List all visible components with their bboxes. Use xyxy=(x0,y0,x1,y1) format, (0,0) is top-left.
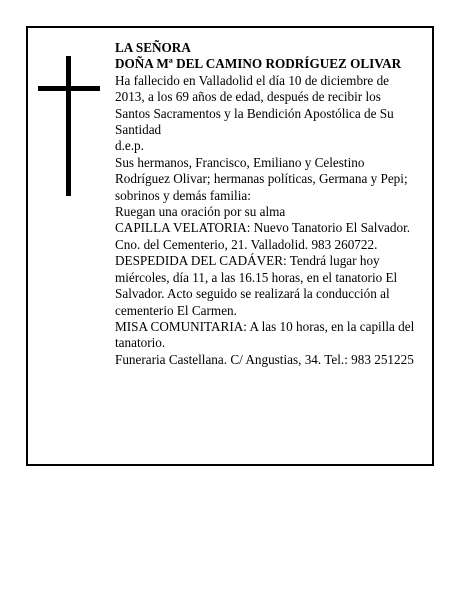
cross-horizontal-bar xyxy=(38,86,100,91)
community-mass-info: MISA COMUNITARIA: A las 10 horas, en la capilla del tanatorio. xyxy=(115,318,415,351)
wake-chapel-info: CAPILLA VELATORIA: Nuevo Tanatorio El Salvador. Cno. del Cementerio, 21. Valladolid. 983 260722. xyxy=(115,220,411,252)
family-members: Sus hermanos, Francisco, Emiliano y Celestino Rodríguez Olivar; hermanas políticas, Germana y Pepi; sobrinos y demás familia: xyxy=(115,154,408,203)
dep-abbreviation: d.e.p. xyxy=(115,138,144,154)
death-announcement: Ha fallecido en Valladolid el día 10 de diciembre de 2013, a los 69 años de edad, después de recibir los Santos Sacramentos y la Bendición Apostólica de Su Santidad xyxy=(115,72,394,138)
cross-vertical-bar xyxy=(66,56,71,196)
notice-heading-title: LA SEÑORA xyxy=(115,40,191,55)
obituary-notice xyxy=(26,26,434,466)
farewell-info: DESPEDIDA DEL CADÁVER: Tendrá lugar hoy miércoles, día 11, a las 16.15 horas, en el tanatorio El Salvador. Acto seguido se realizará la conducción al cementerio El Carmen. xyxy=(115,253,398,318)
prayer-request: Ruegan una oración por su alma xyxy=(115,204,286,220)
notice-body xyxy=(115,40,417,368)
deceased-name: DOÑA Mª DEL CAMINO RODRÍGUEZ OLIVAR xyxy=(115,56,402,72)
funeral-home-info: Funeraria Castellana. C/ Angustias, 34. Tel.: 983 251225 xyxy=(115,351,414,367)
